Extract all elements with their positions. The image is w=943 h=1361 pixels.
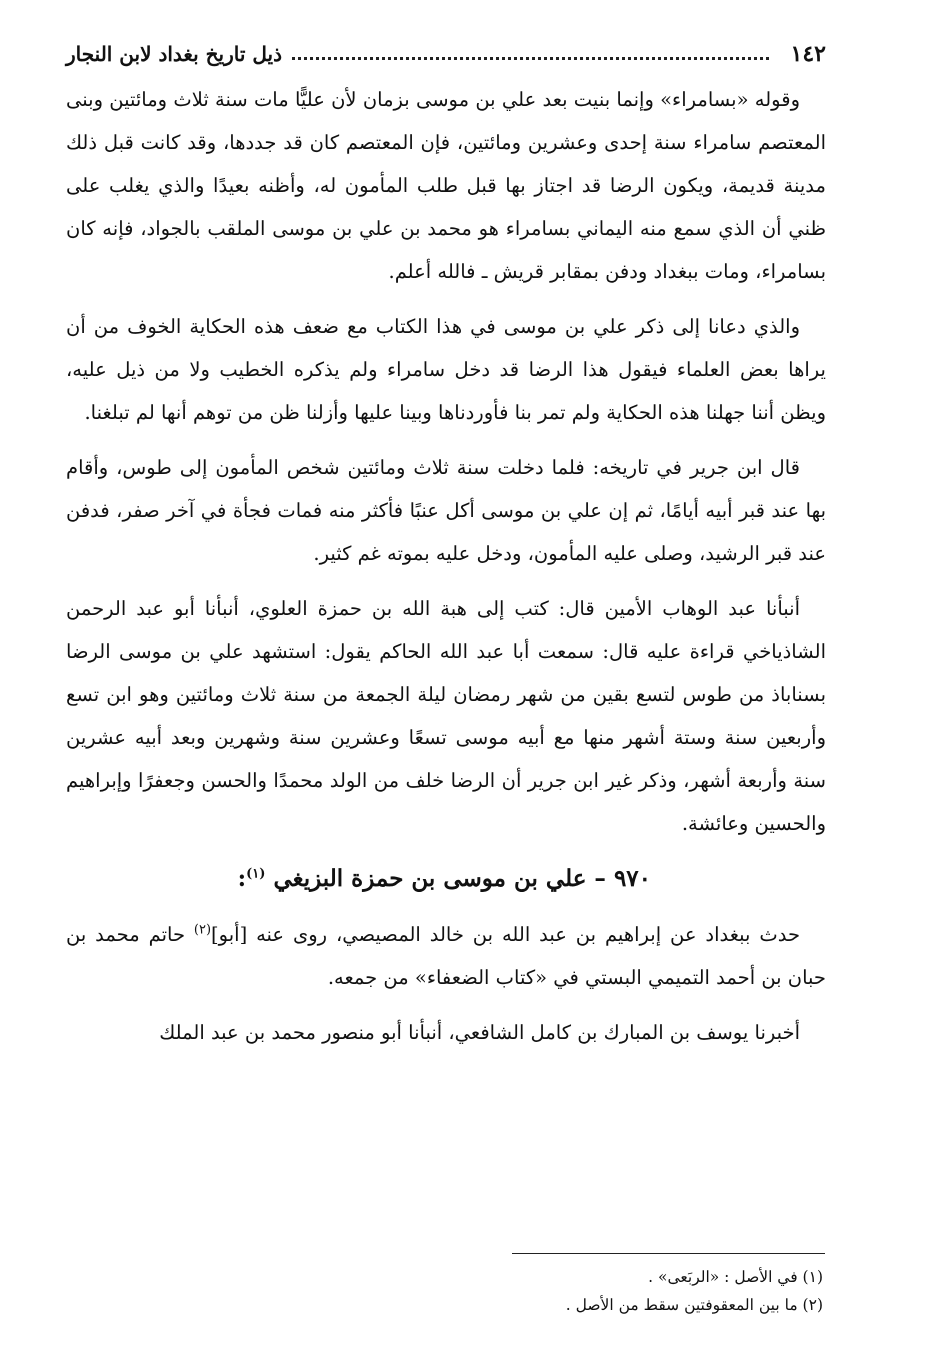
- footnotes: [66, 1263, 823, 1319]
- page-number: ١٤٢: [790, 41, 826, 67]
- paragraph-entry-isnad: أخبرنا يوسف بن المبارك بن كامل الشافعي، أنبأنا أبو منصور محمد بن عبد الملك: [159, 1021, 800, 1044]
- running-title: ذيل تاريخ بغداد لابن النجار: [66, 42, 282, 66]
- entry-colon: :: [237, 865, 247, 892]
- paragraph-hakim: أنبأنا عبد الوهاب الأمين قال: كتب إلى هبة الله بن حمزة العلوي، أنبأنا أبو عبد الرحمن الشاذياخي قراءة عليه قال: سمعت أبا عبد الله الحاكم يقول: استشهد علي بن موسى الرضا بسناباذ من طوس لتسع بقين من شهر رمضان ليلة الجمعة من سنة ثلاث ومائتين وهو ابن تسع وأربعين سنة وستة أشهر منها مع أبيه موسى تسعًا وعشرين سنة وشهرين وبعد أبيه عشرين سنة وأربعة أشهر، وذكر غير ابن جرير أن الرضا خلف من الولد محمدًا والحسن وجعفرًا وإبراهيم والحسين وعائشة.: [66, 597, 826, 835]
- paragraph-samarra: وقوله «بسامراء» وإنما بنيت بعد علي بن موسى بزمان لأن عليًّا مات سنة ثلاث ومائتين وبنى المعتصم سامراء سنة إحدى وعشرين ومائتين، فإن المعتصم كان قد جددها، وقد كانت قبل ذلك مدينة قديمة، ويكون الرضا قد اجتاز بها قبل طلب المأمون له، وأظنه بعيدًا والذي يغلب على ظني أن الذي سمع منه اليماني بسامراء هو محمد بن علي بن موسى الملقب بالجواد، فإنه كان بسامراء، ومات ببغداد ودفن بمقابر قريش ـ فالله أعلم.: [66, 88, 826, 283]
- entry-text-part2: حاتم محمد بن حبان بن أحمد التميمي البستي في «كتاب الضعفاء» من جمعه.: [66, 923, 826, 989]
- entry-title: ٩٧٠ – علي بن موسى بن حمزة البزيغي: [273, 865, 651, 892]
- main-text: [66, 78, 826, 1066]
- footnote-rule: [512, 1253, 825, 1254]
- entry-heading: [66, 857, 826, 901]
- paragraph-reason: والذي دعانا إلى ذكر علي بن موسى في هذا الكتاب مع ضعف هذه الحكاية الخوف من أن يراها بعض العلماء فيقول هذا الرضا قد دخل سامراء ولم يذكره الخطيب ولا من ذيل عليه، ويظن أننا جهلنا هذه الحكاية ولم تمر بنا فأوردناها وبينا عليها وأزلنا ظن من توهم أنها لم تبلغنا.: [66, 315, 826, 424]
- header-dot-leader: [292, 57, 769, 60]
- footnote-marker-2: (٢): [193, 922, 212, 938]
- footnote-2: (٢) ما بين المعقوفتين سقط من الأصل .: [565, 1296, 823, 1314]
- running-header: [66, 34, 826, 74]
- paragraph-entry-narration: [66, 913, 826, 999]
- paragraph-ibn-jarir: قال ابن جرير في تاريخه: فلما دخلت سنة ثلاث ومائتين شخص المأمون إلى طوس، وأقام بها عند قبر أبيه أيامًا، ثم إن علي بن موسى أكل عنبًا فأكثر منه فمات فجأة في آخر صفر، فدفن عند قبر الرشيد، وصلى عليه المأمون، ودخل عليه بموته غم كثير.: [66, 456, 826, 565]
- entry-text-part1: حدث ببغداد عن إبراهيم بن عبد الله بن خالد المصيصي، روى عنه [أبو]: [211, 923, 800, 946]
- footnote-1: (١) في الأصل : «الربَعى» .: [648, 1268, 823, 1286]
- footnote-marker-1: (١): [246, 866, 266, 882]
